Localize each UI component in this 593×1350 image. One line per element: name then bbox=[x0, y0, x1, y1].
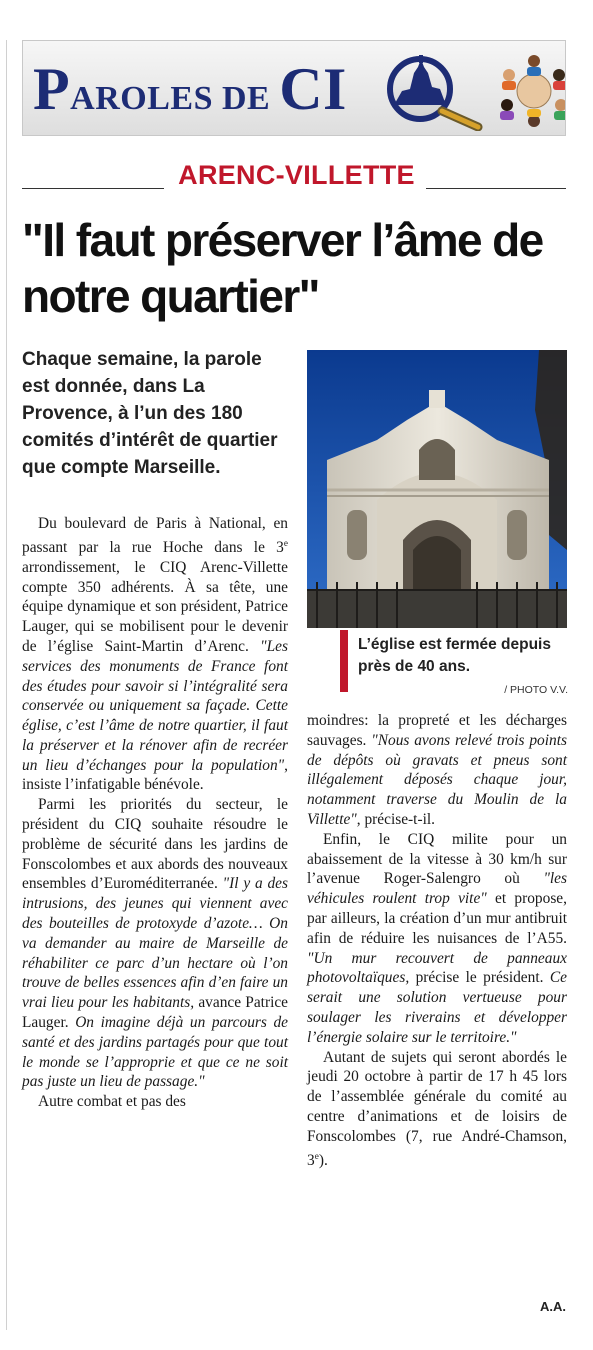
body-paragraph-3-start: Autre combat et pas des bbox=[38, 1093, 186, 1111]
page-left-rule bbox=[6, 40, 7, 1330]
body-paragraph-1: Du boulevard de Paris à National, en passant par la rue Hoche dans le 3e arrondissement, le CIQ Arenc-Villette compte 350 adhérents. À sa tête, une équipe dynamique et son président, Patrice Lauger, qui se mobilisent pour le devenir de l’église Saint-Martin d’Arenc. "Les services des monuments de France font des études pour savoir si l’intégralité sera conservée ou uniquement sa façade. Cette église, c’est l’âme de notre quartier, il faut la préserver et la rénover afin de recréer un lieu d’échanges pour la population", insiste l’infatigable bénévole. bbox=[22, 515, 288, 794]
section-kicker: ARENC-VILLETTE bbox=[178, 160, 415, 190]
banner-title-aroles: AROLES bbox=[70, 80, 213, 117]
article-column-right bbox=[307, 711, 567, 1170]
body-paragraph-2: Parmi les priorités du secteur, le président du CIQ souhaite résoudre le problème de sécurité dans les jardins de Fonscolombes et aux abords des nouveaux ensembles d’Euroméditerranée. "Il y a des intrusions, des jeunes qui viennent avec des bouteilles de protoxyde d’azote… On va demander au maire de Marseille de réhabiliter ce parc d’un hectare où l’on trouve de belles essences afin d’en faire un vrai lieu pour les habitants, avance Patrice Lauger. On imagine déjà un parcours de santé et des jardins partagés pour que tout le monde se l’approprie et que ce ne soit pas juste un lieu de passage." bbox=[22, 796, 289, 1091]
article-headline: "Il faut préserver l’âme de notre quartier" bbox=[22, 214, 543, 322]
church-photo bbox=[307, 350, 567, 628]
banner-title-de: DE bbox=[212, 80, 280, 117]
caption-accent-bar bbox=[340, 630, 348, 692]
body-paragraph-4: Enfin, le CIQ milite pour un abaissement de la vitesse à 30 km/h sur l’avenue Roger-Salengro où "les véhicules roulent trop vite" et propose, par ailleurs, la création d’un mur antibruit afin de réduire les nuisances de l’A55. "Un mur recouvert de panneaux photovoltaïques, précise le président. Ce serait une solution vertueuse pour soulager les riverains et développer l’énergie solaire sur le territoire." bbox=[307, 830, 567, 1046]
photo-caption: L’église est fermée depuis près de 40 ans. bbox=[358, 636, 551, 675]
banner-title-ci: CI bbox=[279, 56, 347, 122]
article-intro: Chaque semaine, la parole est donnée, dans La Provence, à l’un des 180 comités d’intérêt de quartier que compte Marseille. bbox=[22, 349, 278, 478]
author-signature: A.A. bbox=[540, 1299, 566, 1314]
magnifier-church-icon bbox=[380, 51, 490, 131]
paroles-de-ciq-banner bbox=[22, 40, 566, 136]
photo-credit: / PHOTO V.V. bbox=[504, 684, 568, 696]
banner-title-initial: P bbox=[33, 56, 71, 122]
article-column-left bbox=[22, 514, 288, 1112]
banner-title bbox=[33, 56, 347, 127]
body-paragraph-3-end: moindres: la propreté et les décharges sauvages. "Nous avons relevé trois points de dépôts où gravats et pneus sont illégalement déposés chaque jour, notamment traverse du Moulin de la Villette", précise-t-il. bbox=[307, 712, 567, 828]
people-around-table-icon bbox=[493, 47, 566, 131]
body-paragraph-5: Autant de sujets qui seront abordés le jeudi 20 octobre à partir de 17 h 45 lors de l’assemblée générale du comité au centre d’animations et de loisirs de Fonscolombes (7, rue André-Chamson, 3e). bbox=[307, 1048, 567, 1169]
